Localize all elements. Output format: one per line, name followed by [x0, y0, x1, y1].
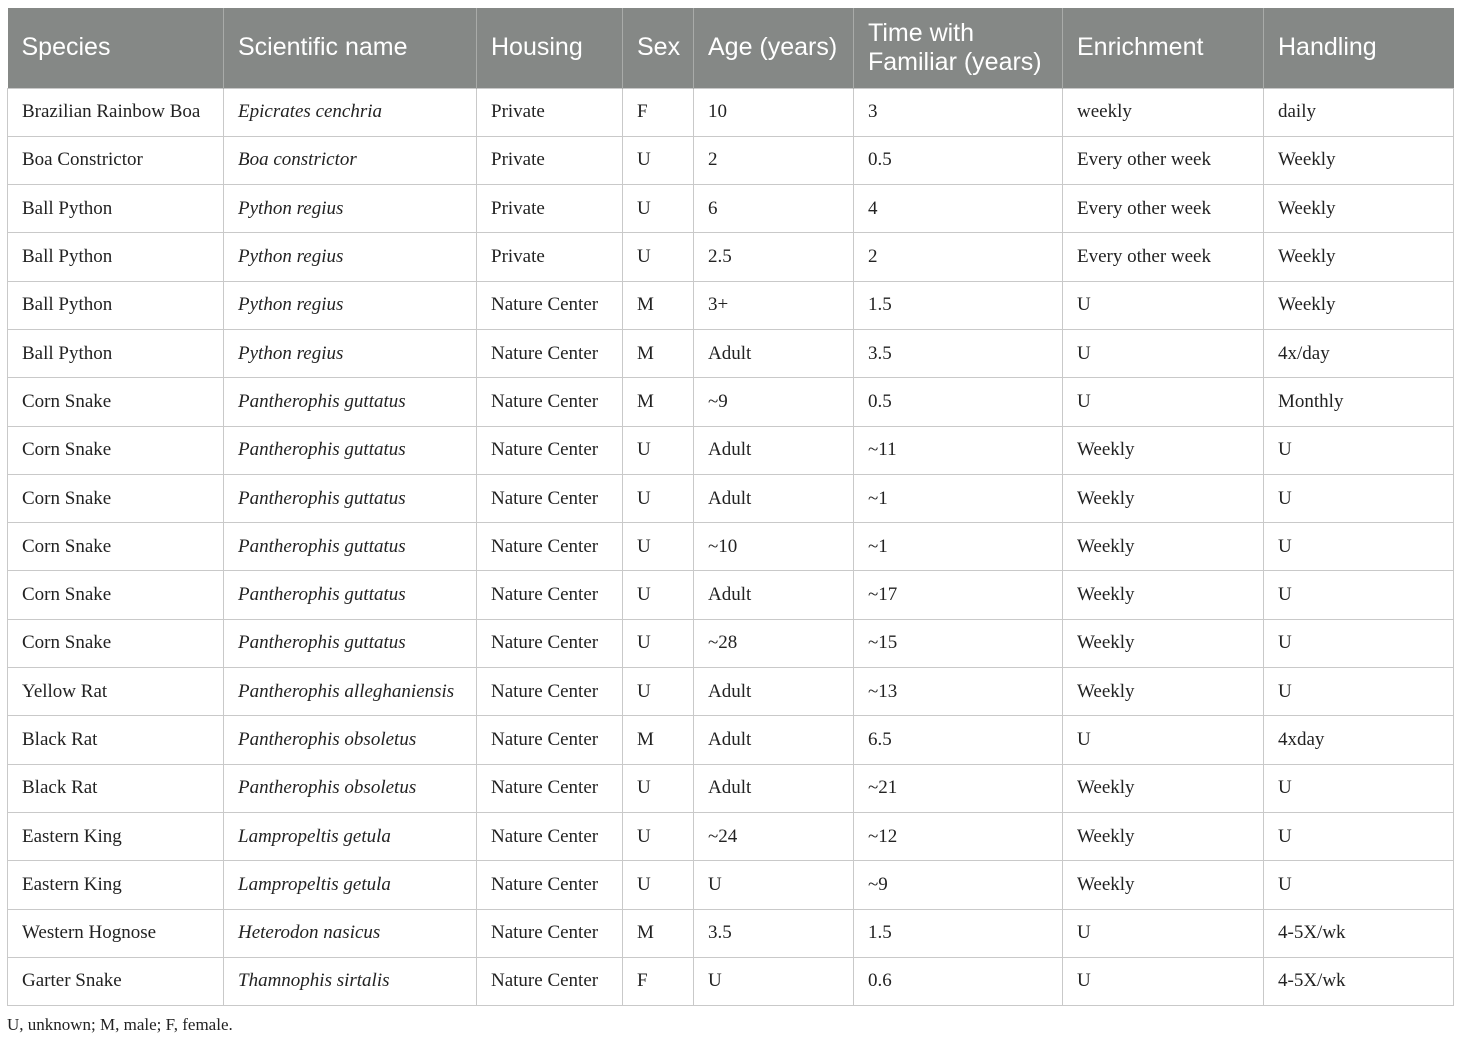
cell-time-with-familiar: 6.5 [854, 716, 1063, 764]
cell-sex: F [623, 88, 694, 136]
cell-time-with-familiar: 2 [854, 233, 1063, 281]
snake-table-container [7, 8, 1453, 1006]
cell-species: Black Rat [8, 764, 224, 812]
cell-handling: U [1264, 474, 1454, 522]
cell-time-with-familiar: ~12 [854, 812, 1063, 860]
cell-scientific-name: Pantherophis guttatus [224, 426, 477, 474]
cell-sex: U [623, 668, 694, 716]
cell-handling: U [1264, 571, 1454, 619]
cell-enrichment: U [1063, 329, 1264, 377]
cell-enrichment: Weekly [1063, 474, 1264, 522]
cell-housing: Private [477, 136, 623, 184]
cell-scientific-name: Lampropeltis getula [224, 812, 477, 860]
column-header-housing: Housing [477, 8, 623, 88]
cell-age: Adult [694, 474, 854, 522]
cell-species: Garter Snake [8, 957, 224, 1005]
table-row [8, 426, 1454, 474]
cell-time-with-familiar: 1.5 [854, 281, 1063, 329]
table-row [8, 957, 1454, 1005]
cell-sex: M [623, 329, 694, 377]
cell-sex: U [623, 136, 694, 184]
cell-handling: Weekly [1264, 281, 1454, 329]
cell-age: Adult [694, 764, 854, 812]
cell-time-with-familiar: ~9 [854, 861, 1063, 909]
cell-sex: M [623, 281, 694, 329]
cell-handling: Weekly [1264, 136, 1454, 184]
cell-sex: U [623, 185, 694, 233]
cell-enrichment: Weekly [1063, 861, 1264, 909]
cell-species: Corn Snake [8, 571, 224, 619]
cell-species: Eastern King [8, 812, 224, 860]
cell-species: Corn Snake [8, 474, 224, 522]
cell-sex: M [623, 909, 694, 957]
column-header-handling: Handling [1264, 8, 1454, 88]
table-row [8, 378, 1454, 426]
table-row [8, 233, 1454, 281]
cell-enrichment: Every other week [1063, 233, 1264, 281]
cell-time-with-familiar: 1.5 [854, 909, 1063, 957]
cell-scientific-name: Python regius [224, 185, 477, 233]
cell-time-with-familiar: ~11 [854, 426, 1063, 474]
cell-time-with-familiar: ~1 [854, 474, 1063, 522]
cell-housing: Nature Center [477, 764, 623, 812]
cell-enrichment: Weekly [1063, 619, 1264, 667]
cell-scientific-name: Boa constrictor [224, 136, 477, 184]
cell-enrichment: Weekly [1063, 668, 1264, 716]
cell-scientific-name: Pantherophis guttatus [224, 474, 477, 522]
cell-enrichment: U [1063, 909, 1264, 957]
cell-housing: Nature Center [477, 957, 623, 1005]
cell-age: ~10 [694, 523, 854, 571]
cell-sex: U [623, 861, 694, 909]
table-row [8, 619, 1454, 667]
cell-housing: Private [477, 233, 623, 281]
cell-species: Corn Snake [8, 523, 224, 571]
cell-age: 10 [694, 88, 854, 136]
cell-species: Brazilian Rainbow Boa [8, 88, 224, 136]
table-row [8, 281, 1454, 329]
table-row [8, 909, 1454, 957]
cell-sex: U [623, 619, 694, 667]
column-header-time-with-familiar: Time with Familiar (years) [854, 8, 1063, 88]
cell-species: Ball Python [8, 329, 224, 377]
cell-housing: Private [477, 88, 623, 136]
cell-time-with-familiar: 0.5 [854, 378, 1063, 426]
cell-sex: M [623, 378, 694, 426]
cell-species: Corn Snake [8, 619, 224, 667]
cell-scientific-name: Python regius [224, 281, 477, 329]
cell-handling: U [1264, 861, 1454, 909]
table-row [8, 812, 1454, 860]
cell-housing: Nature Center [477, 378, 623, 426]
cell-age: Adult [694, 329, 854, 377]
cell-enrichment: Every other week [1063, 136, 1264, 184]
cell-species: Black Rat [8, 716, 224, 764]
cell-age: ~9 [694, 378, 854, 426]
cell-age: 6 [694, 185, 854, 233]
cell-scientific-name: Pantherophis obsoletus [224, 764, 477, 812]
cell-handling: U [1264, 764, 1454, 812]
cell-age: ~28 [694, 619, 854, 667]
cell-enrichment: Weekly [1063, 426, 1264, 474]
cell-handling: U [1264, 619, 1454, 667]
cell-enrichment: Weekly [1063, 812, 1264, 860]
table-row [8, 185, 1454, 233]
cell-time-with-familiar: ~13 [854, 668, 1063, 716]
cell-handling: daily [1264, 88, 1454, 136]
cell-housing: Nature Center [477, 474, 623, 522]
cell-age: Adult [694, 426, 854, 474]
cell-enrichment: Weekly [1063, 523, 1264, 571]
cell-species: Western Hognose [8, 909, 224, 957]
cell-enrichment: U [1063, 281, 1264, 329]
column-header-sex: Sex [623, 8, 694, 88]
cell-sex: U [623, 474, 694, 522]
cell-age: ~24 [694, 812, 854, 860]
cell-species: Boa Constrictor [8, 136, 224, 184]
cell-scientific-name: Pantherophis alleghaniensis [224, 668, 477, 716]
cell-sex: U [623, 523, 694, 571]
table-row [8, 861, 1454, 909]
cell-age: Adult [694, 716, 854, 764]
cell-handling: U [1264, 812, 1454, 860]
cell-handling: 4x/day [1264, 329, 1454, 377]
cell-handling: Weekly [1264, 233, 1454, 281]
cell-sex: U [623, 426, 694, 474]
cell-sex: U [623, 764, 694, 812]
cell-sex: M [623, 716, 694, 764]
cell-enrichment: U [1063, 378, 1264, 426]
cell-scientific-name: Lampropeltis getula [224, 861, 477, 909]
cell-scientific-name: Heterodon nasicus [224, 909, 477, 957]
cell-handling: 4-5X/wk [1264, 957, 1454, 1005]
cell-housing: Nature Center [477, 861, 623, 909]
cell-time-with-familiar: ~21 [854, 764, 1063, 812]
cell-species: Ball Python [8, 185, 224, 233]
cell-time-with-familiar: 3 [854, 88, 1063, 136]
cell-housing: Nature Center [477, 812, 623, 860]
cell-enrichment: Weekly [1063, 764, 1264, 812]
cell-scientific-name: Python regius [224, 329, 477, 377]
cell-housing: Nature Center [477, 523, 623, 571]
cell-housing: Nature Center [477, 619, 623, 667]
table-footnote: U, unknown; M, male; F, female. [7, 1015, 233, 1034]
cell-species: Corn Snake [8, 426, 224, 474]
cell-age: U [694, 861, 854, 909]
cell-age: 2 [694, 136, 854, 184]
cell-enrichment: Every other week [1063, 185, 1264, 233]
snake-table [7, 8, 1454, 1006]
cell-time-with-familiar: ~1 [854, 523, 1063, 571]
cell-scientific-name: Thamnophis sirtalis [224, 957, 477, 1005]
cell-sex: U [623, 571, 694, 619]
cell-scientific-name: Pantherophis guttatus [224, 571, 477, 619]
column-header-species: Species [8, 8, 224, 88]
cell-time-with-familiar: 0.5 [854, 136, 1063, 184]
cell-handling: 4xday [1264, 716, 1454, 764]
table-row [8, 329, 1454, 377]
column-header-age: Age (years) [694, 8, 854, 88]
cell-handling: Monthly [1264, 378, 1454, 426]
cell-age: Adult [694, 668, 854, 716]
cell-scientific-name: Pantherophis guttatus [224, 523, 477, 571]
cell-handling: U [1264, 668, 1454, 716]
cell-time-with-familiar: 3.5 [854, 329, 1063, 377]
cell-age: 3+ [694, 281, 854, 329]
cell-handling: Weekly [1264, 185, 1454, 233]
cell-handling: 4-5X/wk [1264, 909, 1454, 957]
cell-scientific-name: Pantherophis guttatus [224, 619, 477, 667]
cell-age: 2.5 [694, 233, 854, 281]
table-row [8, 136, 1454, 184]
cell-scientific-name: Pantherophis obsoletus [224, 716, 477, 764]
cell-housing: Nature Center [477, 281, 623, 329]
table-row [8, 764, 1454, 812]
table-row [8, 88, 1454, 136]
cell-handling: U [1264, 426, 1454, 474]
cell-scientific-name: Pantherophis guttatus [224, 378, 477, 426]
table-header-row [8, 8, 1454, 88]
cell-species: Ball Python [8, 233, 224, 281]
table-row [8, 716, 1454, 764]
column-header-enrichment: Enrichment [1063, 8, 1264, 88]
cell-time-with-familiar: 0.6 [854, 957, 1063, 1005]
cell-housing: Nature Center [477, 329, 623, 377]
cell-scientific-name: Python regius [224, 233, 477, 281]
cell-housing: Nature Center [477, 668, 623, 716]
cell-age: Adult [694, 571, 854, 619]
cell-housing: Nature Center [477, 909, 623, 957]
cell-age: U [694, 957, 854, 1005]
cell-enrichment: Weekly [1063, 571, 1264, 619]
table-row [8, 474, 1454, 522]
cell-sex: U [623, 812, 694, 860]
cell-enrichment: U [1063, 957, 1264, 1005]
table-row [8, 668, 1454, 716]
cell-time-with-familiar: ~17 [854, 571, 1063, 619]
cell-species: Ball Python [8, 281, 224, 329]
cell-time-with-familiar: ~15 [854, 619, 1063, 667]
cell-species: Yellow Rat [8, 668, 224, 716]
cell-species: Corn Snake [8, 378, 224, 426]
cell-housing: Nature Center [477, 716, 623, 764]
table-row [8, 523, 1454, 571]
cell-time-with-familiar: 4 [854, 185, 1063, 233]
cell-sex: U [623, 233, 694, 281]
cell-housing: Nature Center [477, 426, 623, 474]
cell-enrichment: U [1063, 716, 1264, 764]
cell-species: Eastern King [8, 861, 224, 909]
cell-handling: U [1264, 523, 1454, 571]
cell-age: 3.5 [694, 909, 854, 957]
table-row [8, 571, 1454, 619]
cell-housing: Private [477, 185, 623, 233]
cell-sex: F [623, 957, 694, 1005]
table-body [8, 88, 1454, 1006]
cell-scientific-name: Epicrates cenchria [224, 88, 477, 136]
cell-enrichment: weekly [1063, 88, 1264, 136]
cell-housing: Nature Center [477, 571, 623, 619]
column-header-scientific-name: Scientific name [224, 8, 477, 88]
